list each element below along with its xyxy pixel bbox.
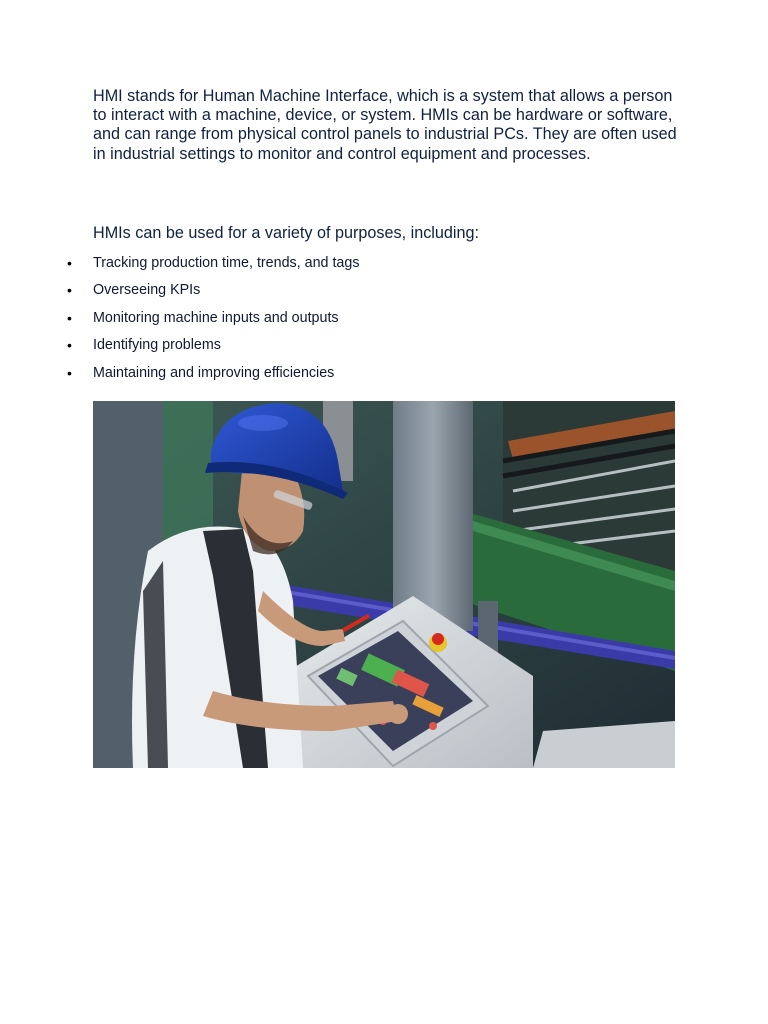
list-item [0,364,700,391]
list-item-text: Monitoring machine inputs and outputs [93,309,339,326]
purposes-list [0,254,700,391]
list-item-text: Identifying problems [93,337,221,354]
worker-hand [388,704,408,724]
bullet-icon: • [67,364,72,381]
intro-paragraph: HMI stands for Human Machine Interface, which is a system that allows a person to interact with a machine, device, or system. HMIs can be hardware or software, and can range from physical control panels to industrial PCs. They are often used in industrial settings to monitor and control equipment and processes. [93,87,677,163]
hard-hat-highlight [238,415,288,431]
bullet-icon: • [67,337,72,354]
hmi-operator-photo [93,401,675,768]
list-item [0,281,700,308]
bullet-icon: • [67,255,72,271]
photo-illustration [93,401,675,768]
list-item [0,254,700,281]
bullet-icon: • [67,309,72,326]
list-item-text: Maintaining and improving efficiencies [93,364,335,381]
steel-pillar [393,401,473,631]
list-lead-text: HMIs can be used for a variety of purposes, including: [93,224,480,242]
emergency-stop-button-icon [432,633,444,645]
list-item-text: Overseeing KPIs [93,282,201,299]
list-item [0,309,700,336]
bullet-icon: • [67,282,72,299]
list-item [0,336,700,363]
list-item-text: Tracking production time, trends, and tags [93,255,360,271]
